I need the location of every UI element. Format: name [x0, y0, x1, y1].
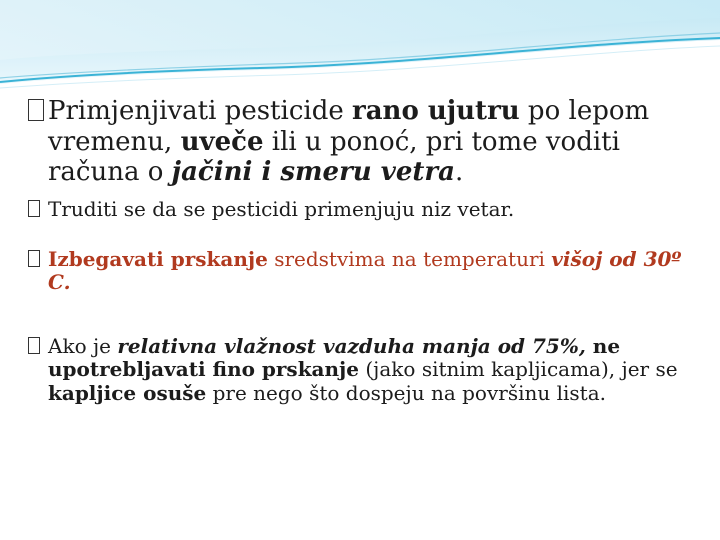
- bullet-item-1: [28, 96, 698, 188]
- header-wave-decoration: [0, 0, 720, 95]
- bullet-3-text: Izbegavati prskanje sredstvima na temperaturi višoj od 30º C.: [48, 246, 682, 295]
- bullet-2-text: Truditi se da se pesticidi primenjuju niz vetar.: [48, 197, 515, 222]
- bullet-item-3: [28, 248, 698, 295]
- slide-content: [28, 96, 698, 406]
- square-bullet-icon: [28, 200, 40, 217]
- bullet-item-2: [28, 198, 698, 222]
- square-bullet-icon: [28, 99, 44, 121]
- square-bullet-icon: [28, 250, 40, 267]
- square-bullet-icon: [28, 337, 40, 354]
- bullet-item-4: [28, 335, 698, 406]
- bullet-4-text: Ako je relativna vlažnost vazduha manja od 75%, ne upotrebljavati fino prskanje (jako sitnim kapljicama), jer se kapljice osuše pre nego što dospeju na površinu lista.: [48, 333, 678, 405]
- bullet-1-text: Primjenjivati pesticide rano ujutru po lepom vremenu, uveče ili u ponoć, pri tome voditi računa o jačini i smeru vetra.: [48, 96, 650, 188]
